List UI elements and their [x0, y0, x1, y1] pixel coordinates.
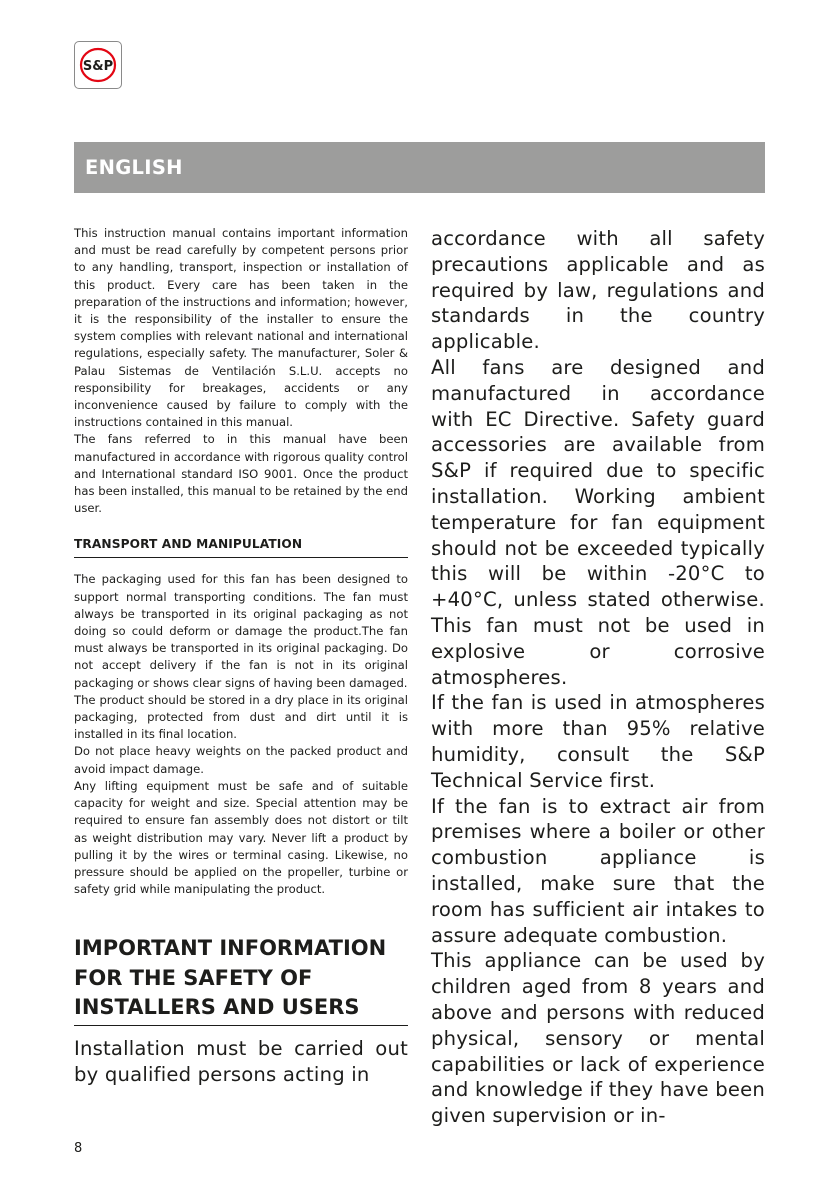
intro-paragraph: The fans referred to in this manual have been manufactured in accordance with rigorous quality control and International standard ISO 9001. Once the product has been installed, this manual to be retained by the end user. [74, 432, 408, 516]
left-column [74, 225, 408, 1087]
intro-paragraph: This instruction manual contains important information and must be read carefully by competent persons prior to any handling, transport, inspection or installation of this product. Every care has been taken in the preparation of the instructions and information; however, it is the responsibility of the installer to ensure the system complies with relevant national and international regulations, especially safety. The manufacturer, Soler & Palau Sistemas de Ventilación S.L.U. accepts no responsibility for breakages, accidents or any inconvenience caused by failure to comply with the instructions contained in this manual. [74, 226, 408, 430]
logo-text: S&P [82, 59, 114, 74]
safety-heading-line: IMPORTANT INFORMATION [74, 936, 387, 961]
safety-paragraph: accordance with all safety precautions applicable and as required by law, regulations and standards in the country applicable. [431, 227, 765, 354]
safety-paragraph: Installation must be carried out by qualified persons acting in [74, 1036, 408, 1086]
safety-paragraph: If the fan is used in atmospheres with more than 95% relative humidity, consult the S&P Technical Service first. [431, 691, 765, 792]
language-title: ENGLISH [85, 156, 183, 179]
transport-paragraph: The product should be stored in a dry place in its original packaging, protected from dust and dirt until it is installed in its final location. [74, 692, 408, 742]
language-header-bar [74, 142, 765, 193]
transport-paragraph: Do not place heavy weights on the packed product and avoid impact damage. [74, 744, 408, 776]
transport-heading: TRANSPORT AND MANIPULATION [74, 537, 408, 558]
safety-heading [74, 934, 408, 1026]
page-number: 8 [74, 1141, 83, 1156]
right-column [431, 226, 765, 1129]
sp-logo-icon [74, 41, 122, 89]
safety-paragraph: If the fan is to extract air from premises where a boiler or other combustion appliance is installed, make sure that the room has sufficient air intakes to assure adequate combustion. [431, 794, 765, 947]
safety-heading-line: FOR THE SAFETY OF [74, 965, 313, 990]
transport-paragraph: Any lifting equipment must be safe and of suitable capacity for weight and size. Special attention may be required to ensure fan assembly does not distort or tilt as weight distribution may vary. Never lift a product by pulling it by the wires or terminal casing. Likewise, no pressure should be applied on the propeller, turbine or safety grid while manipulating the product. [74, 778, 408, 897]
safety-heading-line: INSTALLERS AND USERS [74, 995, 360, 1020]
transport-paragraph: The packaging used for this fan has been designed to support normal transporting conditions. The fan must always be transported in its original packaging as not doing so could deform or damage the product.The fan must always be transported in its original packaging. Do not accept delivery if the fan is not in its original packaging or shows clear signs of having been damaged. [74, 572, 408, 690]
safety-paragraph: All fans are designed and manufactured in accordance with EC Directive. Safety guard accessories are available from S&P if required due to specific installation. Working ambient temperature for fan equipment should not be exceeded typically this will be within -20°C to +40°C, unless stated otherwise. This fan must not be used in explosive or corrosive atmospheres. [431, 355, 765, 689]
safety-paragraph: This appliance can be used by children aged from 8 years and above and persons with reduced physical, sensory or mental capabilities or lack of experience and knowledge if they have been given supervision or in- [431, 949, 765, 1128]
